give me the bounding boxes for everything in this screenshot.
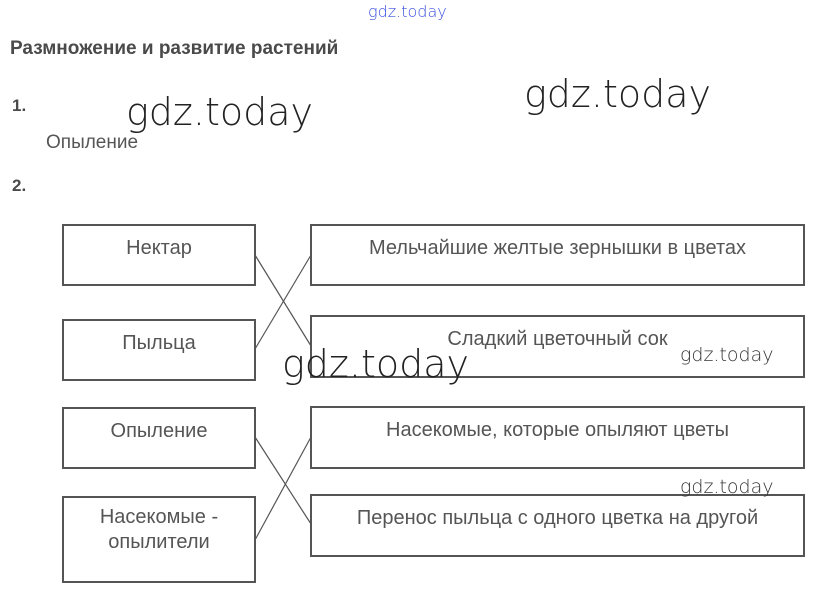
task-2-number: 2. — [12, 176, 27, 195]
right-item-label: Мельчайшие желтые зернышки в цветах — [368, 237, 747, 259]
watermark: gdz.today — [680, 344, 774, 366]
right-item-yellow-grains — [310, 224, 805, 286]
left-item-label: Опыление — [110, 420, 208, 442]
left-item-label: Насекомые - опылители — [99, 506, 219, 553]
task-1-answer: Опыление — [46, 132, 139, 153]
left-item-label: Пыльца — [122, 332, 196, 354]
right-item-label: Сладкий цветочный сок — [447, 328, 668, 350]
watermark: gdz.today — [680, 476, 774, 498]
watermark: gdz.today — [524, 72, 711, 116]
left-item-label: Нектар — [126, 237, 192, 259]
task-1-number: 1. — [12, 96, 27, 115]
right-item-pollen-transfer — [310, 494, 805, 557]
page-title: Размножение и развитие растений — [10, 38, 339, 59]
watermark: gdz.today — [126, 90, 313, 134]
right-item-label: Перенос пыльца с одного цветка на другой — [356, 507, 759, 529]
right-item-label: Насекомые, которые опыляют цветы — [386, 419, 729, 441]
right-item-insect-pollinators — [310, 406, 805, 469]
left-item-pollen — [62, 319, 256, 381]
left-item-nectar — [62, 224, 256, 286]
line-pollination-to-transfer — [255, 437, 311, 524]
watermark-top: gdz.today — [368, 2, 447, 21]
watermark: gdz.today — [282, 342, 469, 386]
left-item-insects — [62, 496, 256, 583]
line-insects-to-pollinators — [255, 437, 311, 540]
left-item-pollination — [62, 407, 256, 469]
